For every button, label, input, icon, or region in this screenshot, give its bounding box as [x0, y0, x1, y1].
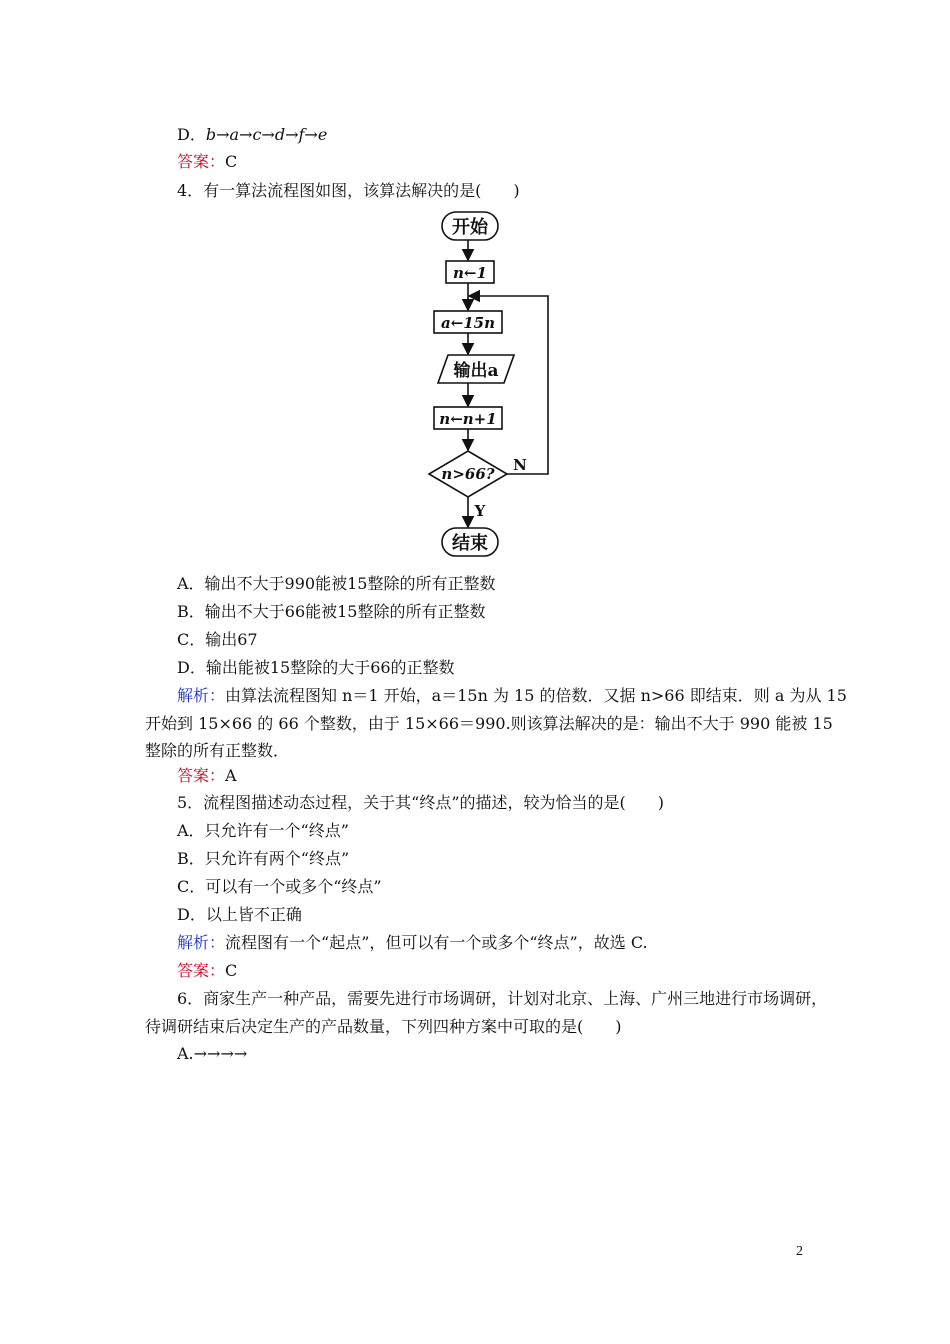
answer-label: 答案： [177, 961, 226, 980]
q3-option-d-label: D． [177, 125, 206, 144]
q6-option-a: A.→→→→ [177, 1044, 248, 1063]
q3-option-d [177, 124, 327, 146]
increment-label: n←n+1 [439, 410, 497, 428]
q6-stem-line1: 6．商家生产一种产品，需要先进行市场调研，计划对北京、上海、广州三地进行市场调研， [177, 989, 828, 1008]
analysis-text: 流程图有一个“起点”，但可以有一个或多个“终点”，故选 C. [225, 933, 648, 952]
page-number: 2 [796, 1244, 803, 1259]
yes-label: Y [474, 502, 486, 520]
arrow: → [304, 125, 318, 144]
analysis-label: 解析： [177, 686, 226, 705]
q4-analysis-line1 [177, 685, 847, 707]
answer-value: C [225, 961, 238, 980]
end-label: 结束 [452, 533, 488, 554]
q5-option-a: A．只允许有一个“终点” [177, 821, 349, 840]
q4-option-b: B．输出不大于66能被15整除的所有正整数 [177, 602, 486, 621]
seq-item: a [229, 125, 240, 144]
decision-label: n>66? [441, 465, 495, 483]
q5-answer [177, 960, 237, 982]
q5-option-c: C．可以有一个或多个“终点” [177, 877, 382, 896]
init-label: n←1 [453, 264, 487, 282]
answer-value: A [225, 766, 237, 785]
seq-item: f [298, 125, 305, 144]
q5-analysis [177, 932, 648, 954]
start-label: 开始 [452, 217, 488, 238]
seq-item: c [252, 125, 262, 144]
q4-option-c: C．输出67 [177, 630, 258, 649]
arrow: → [285, 125, 299, 144]
q5-option-b: B．只允许有两个“终点” [177, 849, 350, 868]
q4-stem: 4．有一算法流程图如图，该算法解决的是( ) [177, 181, 520, 200]
q3-answer [177, 151, 237, 173]
q4-option-d: D．输出能被15整除的大于66的正整数 [177, 658, 455, 677]
no-label: N [513, 456, 527, 474]
q4-analysis-line3: 整除的所有正整数． [145, 741, 290, 760]
assign-label: a←15n [440, 314, 496, 332]
seq-item: e [317, 125, 328, 144]
answer-label: 答案： [177, 152, 226, 171]
seq-item: d [274, 125, 286, 144]
flowchart [420, 208, 560, 558]
q4-analysis-line2: 开始到 15×66 的 66 个整数，由于 15×66＝990.则该算法解决的是：输出不大于 990 能被 15 [145, 714, 833, 733]
q4-option-a: A．输出不大于990能被15整除的所有正整数 [177, 574, 496, 593]
arrow: → [216, 125, 230, 144]
q5-stem: 5．流程图描述动态过程，关于其“终点”的描述，较为恰当的是( ) [177, 793, 665, 812]
q5-option-d: D．以上皆不正确 [177, 905, 302, 924]
arrow: → [239, 125, 253, 144]
answer-label: 答案： [177, 766, 226, 785]
analysis-text: 由算法流程图知 n＝1 开始，a＝15n 为 15 的倍数．又据 n>66 即结束．则 a 为从 15 [225, 686, 847, 705]
q4-answer [177, 765, 237, 787]
arrow: → [261, 125, 275, 144]
analysis-label: 解析： [177, 933, 226, 952]
answer-value: C [225, 152, 238, 171]
seq-item: b [205, 125, 217, 144]
q6-stem-line2: 待调研结束后决定生产的产品数量，下列四种方案中可取的是( ) [145, 1017, 622, 1036]
output-label: 输出a [453, 361, 499, 381]
